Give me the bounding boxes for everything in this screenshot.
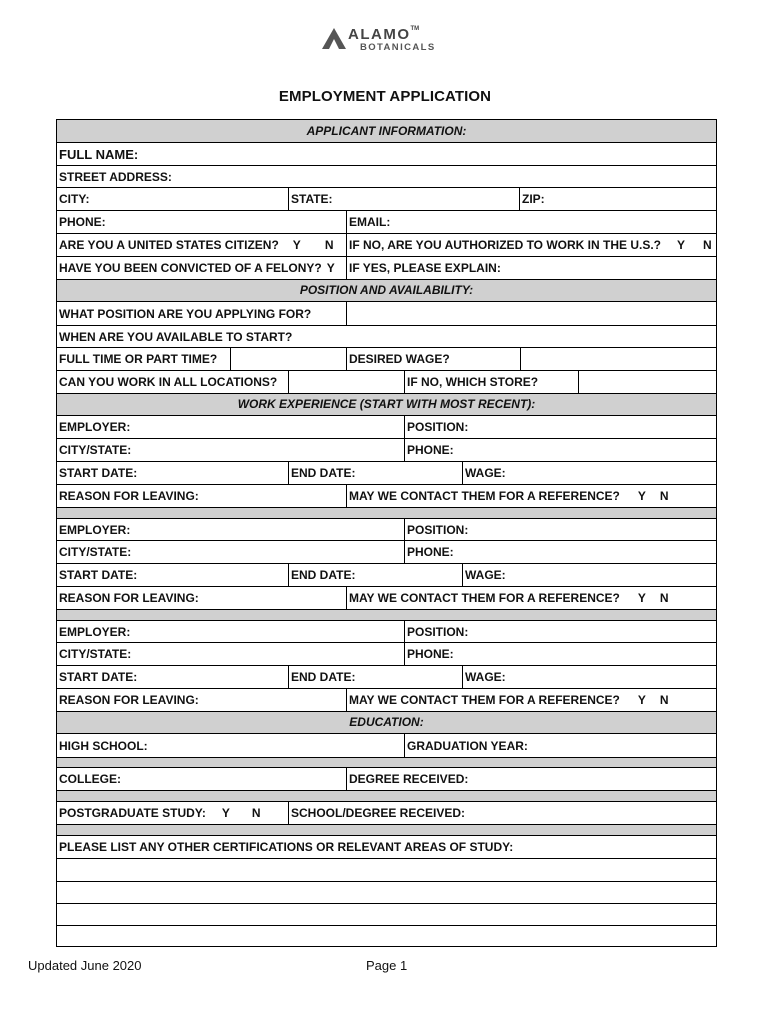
- company-logo: [320, 26, 460, 58]
- separator-1: [57, 508, 716, 519]
- felony-question[interactable]: [57, 257, 346, 279]
- position-2-label[interactable]: POSITION:: [404, 519, 716, 540]
- phone-1-label[interactable]: PHONE:: [404, 439, 716, 461]
- state-label[interactable]: STATE:: [288, 188, 519, 210]
- which-store-label: IF NO, WHICH STORE?: [404, 371, 578, 393]
- citizen-row: [57, 234, 716, 257]
- reason-3-row: [57, 689, 716, 712]
- postgrad-row: [57, 802, 716, 825]
- section-header-position: POSITION AND AVAILABILITY:: [57, 280, 716, 302]
- citizen-no[interactable]: N: [324, 238, 334, 252]
- street-address-row[interactable]: [57, 166, 716, 188]
- fulltime-input[interactable]: [230, 348, 346, 370]
- citystate-1-row: [57, 439, 716, 462]
- phone-2-label[interactable]: PHONE:: [404, 541, 716, 563]
- employer-1-label[interactable]: EMPLOYER:: [59, 420, 131, 434]
- contact-2-label: MAY WE CONTACT THEM FOR A REFERENCE?: [349, 591, 620, 605]
- employer-3-row: [57, 621, 716, 643]
- citystate-3-label[interactable]: CITY/STATE:: [59, 647, 132, 661]
- phone-email-row: [57, 211, 716, 234]
- end-date-3-label[interactable]: END DATE:: [288, 666, 462, 688]
- certifications-line-3[interactable]: [57, 904, 716, 926]
- full-name-row[interactable]: [57, 143, 716, 166]
- start-date-3-label[interactable]: START DATE:: [59, 670, 138, 684]
- reason-1-label[interactable]: REASON FOR LEAVING:: [59, 489, 199, 503]
- postgrad-label: POSTGRADUATE STUDY:: [59, 806, 206, 820]
- contact-2-yes[interactable]: Y: [637, 591, 646, 605]
- dates-2-row: [57, 564, 716, 587]
- section-header-education: EDUCATION:: [57, 712, 716, 734]
- contact-1-yes[interactable]: Y: [637, 489, 646, 503]
- wage-2-label[interactable]: WAGE:: [462, 564, 716, 586]
- position-row: [57, 302, 716, 326]
- available-start-label: WHEN ARE YOU AVAILABLE TO START?: [59, 329, 293, 344]
- postgrad-no[interactable]: N: [251, 806, 261, 820]
- fulltime-wage-row: [57, 348, 716, 371]
- position-3-label[interactable]: POSITION:: [404, 621, 716, 642]
- phone-3-label[interactable]: PHONE:: [404, 643, 716, 665]
- logo-wordmark: ALAMO™: [348, 26, 420, 43]
- dates-3-row: [57, 666, 716, 689]
- contact-1-no[interactable]: N: [659, 489, 669, 503]
- application-form: [56, 119, 717, 947]
- separator-3: [57, 758, 716, 768]
- certifications-label: PLEASE LIST ANY OTHER CERTIFICATIONS OR RELEVANT AREAS OF STUDY:: [59, 840, 514, 854]
- wage-1-label[interactable]: WAGE:: [462, 462, 716, 484]
- high-school-row: [57, 734, 716, 758]
- degree-received-label[interactable]: DEGREE RECEIVED:: [346, 768, 716, 790]
- employer-3-label[interactable]: EMPLOYER:: [59, 624, 131, 639]
- certifications-line-4[interactable]: [57, 926, 716, 946]
- certifications-row: [57, 836, 716, 859]
- reason-1-row: [57, 485, 716, 508]
- section-header-applicant: APPLICANT INFORMATION:: [57, 120, 716, 143]
- start-row[interactable]: [57, 326, 716, 348]
- citizen-label: ARE YOU A UNITED STATES CITIZEN?: [59, 238, 279, 252]
- high-school-label[interactable]: HIGH SCHOOL:: [59, 738, 148, 753]
- desired-wage-label: DESIRED WAGE?: [346, 348, 520, 370]
- postgrad-yes[interactable]: Y: [221, 806, 230, 820]
- citizen-question[interactable]: [57, 234, 346, 256]
- contact-2-question[interactable]: [346, 587, 716, 609]
- contact-1-question[interactable]: [346, 485, 716, 507]
- page-number: Page 1: [366, 958, 408, 973]
- reason-3-label[interactable]: REASON FOR LEAVING:: [59, 693, 199, 707]
- fulltime-label: FULL TIME OR PART TIME?: [59, 352, 218, 366]
- felony-label: HAVE YOU BEEN CONVICTED OF A FELONY?: [59, 261, 322, 275]
- reason-2-label[interactable]: REASON FOR LEAVING:: [59, 591, 199, 605]
- contact-3-label: MAY WE CONTACT THEM FOR A REFERENCE?: [349, 693, 620, 707]
- school-degree-label[interactable]: SCHOOL/DEGREE RECEIVED:: [288, 802, 716, 824]
- employer-2-label[interactable]: EMPLOYER:: [59, 522, 131, 537]
- full-name-label: FULL NAME:: [59, 146, 139, 162]
- postgrad-question[interactable]: [57, 802, 288, 824]
- reason-2-row: [57, 587, 716, 610]
- college-row: [57, 768, 716, 791]
- separator-2: [57, 610, 716, 621]
- authorized-question[interactable]: [346, 234, 716, 256]
- contact-2-no[interactable]: N: [659, 591, 669, 605]
- locations-label: CAN YOU WORK IN ALL LOCATIONS?: [59, 375, 278, 389]
- which-store-input[interactable]: [578, 371, 716, 393]
- wage-3-label[interactable]: WAGE:: [462, 666, 716, 688]
- city-state-zip-row: [57, 188, 716, 211]
- end-date-2-label[interactable]: END DATE:: [288, 564, 462, 586]
- certifications-line-2[interactable]: [57, 882, 716, 904]
- logo-subtitle: BOTANICALS: [360, 42, 436, 53]
- updated-date: Updated June 2020: [28, 958, 142, 973]
- graduation-year-label[interactable]: GRADUATION YEAR:: [404, 734, 716, 757]
- citystate-3-row: [57, 643, 716, 666]
- end-date-1-label[interactable]: END DATE:: [288, 462, 462, 484]
- desired-wage-input[interactable]: [520, 348, 716, 370]
- authorized-label: IF NO, ARE YOU AUTHORIZED TO WORK IN THE U.S.?: [349, 238, 662, 252]
- locations-row: [57, 371, 716, 394]
- felony-explain-label[interactable]: IF YES, PLEASE EXPLAIN:: [346, 257, 716, 279]
- authorized-yes[interactable]: Y: [677, 238, 686, 252]
- contact-3-yes[interactable]: Y: [637, 693, 646, 707]
- felony-yes[interactable]: Y: [326, 261, 335, 275]
- citystate-1-label[interactable]: CITY/STATE:: [59, 443, 132, 457]
- citystate-2-label[interactable]: CITY/STATE:: [59, 545, 132, 559]
- citizen-yes[interactable]: Y: [292, 238, 301, 252]
- citystate-2-row: [57, 541, 716, 564]
- college-label[interactable]: COLLEGE:: [59, 772, 121, 786]
- phone-label[interactable]: PHONE:: [59, 215, 106, 229]
- contact-1-label: MAY WE CONTACT THEM FOR A REFERENCE?: [349, 489, 620, 503]
- position-label: WHAT POSITION ARE YOU APPLYING FOR?: [59, 306, 312, 321]
- felony-row: [57, 257, 716, 280]
- position-1-label[interactable]: POSITION:: [404, 416, 716, 438]
- separator-4: [57, 791, 716, 802]
- section-header-work: WORK EXPERIENCE (START WITH MOST RECENT):: [57, 394, 716, 416]
- street-address-label: STREET ADDRESS:: [59, 169, 172, 184]
- contact-3-no[interactable]: N: [659, 693, 669, 707]
- authorized-no[interactable]: N: [703, 238, 712, 252]
- start-date-1-label[interactable]: START DATE:: [59, 466, 138, 480]
- start-date-2-label[interactable]: START DATE:: [59, 568, 138, 582]
- employer-1-row: [57, 416, 716, 439]
- zip-label[interactable]: ZIP:: [519, 188, 716, 210]
- separator-5: [57, 825, 716, 836]
- page-title: EMPLOYMENT APPLICATION: [278, 88, 492, 105]
- email-label[interactable]: EMAIL:: [346, 211, 716, 233]
- dates-1-row: [57, 462, 716, 485]
- contact-3-question[interactable]: [346, 689, 716, 711]
- certifications-line-1[interactable]: [57, 859, 716, 882]
- city-label[interactable]: CITY:: [59, 192, 90, 206]
- employer-2-row: [57, 519, 716, 541]
- position-input[interactable]: [346, 302, 716, 325]
- triangle-logo-icon: [320, 26, 350, 50]
- locations-input[interactable]: [288, 371, 404, 393]
